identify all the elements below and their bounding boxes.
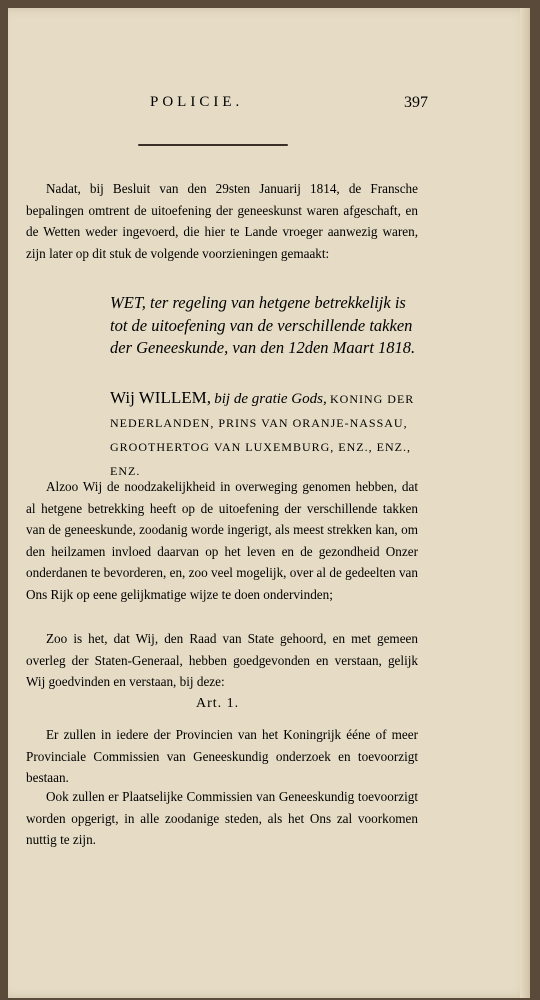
book-page: [8, 8, 530, 998]
article1-paragraph: Er zullen in iedere der Provincien van het Koningrijk ééne of meer Provinciale Commissien van Geneeskundig onderzoek en toevoorzigt bestaan.: [26, 727, 418, 786]
running-header: [150, 94, 428, 111]
header-title: POLICIE.: [150, 94, 244, 110]
page-number: 397: [404, 94, 428, 111]
page-edge-shadow: [520, 8, 530, 998]
alzoo-paragraph: Alzoo Wij de noodzakelijkheid in overweging genomen hebben, dat al hetgene betrekking heeft op de uitoefening der verschillende takken van de geneeskunde, zoodanig worde ingerigt, als meest strekken kan, om den heilzamen invloed daarvan op het leven en de gezondheid Onzer onderdanen te bevorderen, en, zoo veel mogelijk, over al de gedeelten van Ons Rijk op eene gelijkmatige wijze te doen ondervinden;: [26, 479, 418, 602]
header-rule: [138, 144, 288, 146]
intro-paragraph: Nadat, bij Besluit van den 29sten Januarij 1814, de Fransche bepalingen omtrent de uitoefening der geneeskunst waren afgeschaft, en de Wetten weder ingevoerd, die hier te Lande vroeger aanwezig waren, zijn later op dit stuk de volgende voorzieningen gemaakt:: [26, 181, 418, 261]
proclamation-titles: KONING DER NEDERLANDEN, PRINS VAN ORANJE-NASSAU, GROOTHERTOG VAN LUXEMBURG, ENZ., ENZ., ENZ.: [110, 392, 415, 478]
law-title-line2: verschillende takken der Geneeskunde, van den 12den Maart 1818.: [110, 315, 416, 357]
proclamation: [110, 386, 418, 483]
proclamation-gratie: bij de gratie Gods,: [214, 391, 327, 407]
zoo-paragraph: Zoo is het, dat Wij, den Raad van State gehoord, en met gemeen overleg der Staten-Generaal, hebben goedgevonden en verstaan, gelijk Wij goedvinden en verstaan, bij deze:: [26, 631, 418, 690]
proclamation-wij: Wij WILLEM,: [110, 388, 211, 407]
law-title: [110, 292, 416, 360]
ook-paragraph: Ook zullen er Plaatselijke Commissien van Geneeskundig toevoorzigt worden opgerigt, in alle zoodanige steden, als het Ons zal voorkomen nuttig te zijn.: [26, 789, 418, 848]
article-heading: Art. 1.: [196, 696, 240, 711]
law-title-line1: WET, ter regeling van hetgene betrekkelijk is tot de uitoefening van de: [110, 293, 406, 335]
